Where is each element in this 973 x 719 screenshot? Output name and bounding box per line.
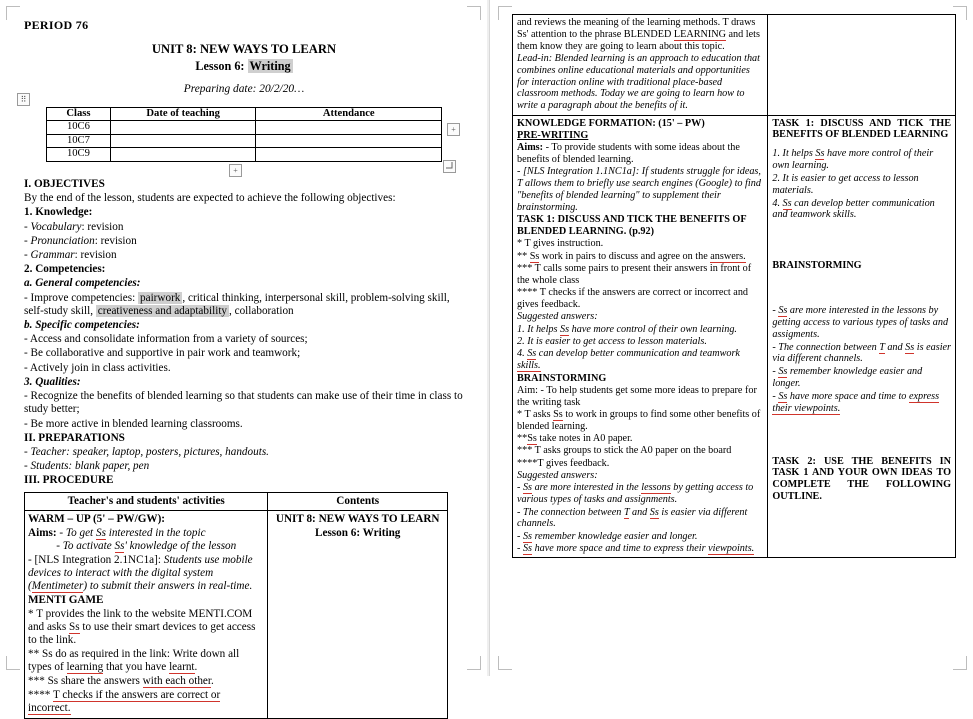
- table-row: [47, 121, 442, 135]
- header-class: Class: [47, 107, 111, 121]
- crop-mark-bottom-right: [467, 656, 481, 670]
- menti-step: **** T checks if the answers are correct or incorrect.: [28, 688, 221, 714]
- contents-cell-right: [768, 115, 956, 558]
- nls-integration-note-right: - [NLS Integration 1.1NC1a]: If students struggle for ideas, T allows them to briefly use search engines (Google) to find "benefits of blended learning" to supplement their brainstorming.: [517, 166, 761, 213]
- procedure-continued-row: [513, 15, 956, 116]
- contents-lesson-title: Lesson 6: Writing: [315, 527, 401, 540]
- resize-table-handle[interactable]: [443, 160, 456, 173]
- preparations-item: - Students: blank paper, pen: [24, 460, 150, 473]
- box-brainstorming-heading: BRAINSTORMING: [772, 260, 862, 272]
- right-page-content: [512, 14, 956, 558]
- brainstorm-answer: - Ss have more space and time to express their viewpoints.: [517, 543, 755, 555]
- period-label: PERIOD 76: [24, 18, 89, 32]
- crop-mark-top-right: [467, 6, 481, 20]
- crop-mark-bottom-right: [953, 656, 967, 670]
- specific-competencies-item: - Access and consolidate information from a variety of sources;: [24, 333, 308, 346]
- box-task1-item: 4. Ss can develop better communication and teamwork skills.: [772, 197, 935, 221]
- box-brainstorm-item: - Ss remember knowledge easier and longer.: [772, 366, 923, 390]
- crop-mark-top-left: [6, 6, 20, 20]
- add-column-button[interactable]: +: [229, 164, 242, 177]
- procedure-table: [24, 492, 448, 719]
- cell-date: [110, 121, 256, 135]
- cell-class: 10C6: [47, 121, 111, 135]
- task1-step: ** Ss work in pairs to discuss and agree on the answers.: [517, 250, 746, 262]
- resize-corner-icon: [445, 161, 454, 170]
- brainstorming-step: *** T asks groups to stick the A0 paper on the board: [517, 445, 732, 457]
- knowledge-formation-row: [513, 115, 956, 558]
- lesson-title: [24, 59, 464, 73]
- nls-integration-note: - [NLS Integration 2.1NC1a]: Students use mobile devices to interact with the digital system (Mentimeter) to submit their answers in real-time.: [28, 554, 253, 593]
- crop-mark-top-left: [498, 6, 512, 20]
- brainstorm-answer: - Ss remember knowledge easier and longer.: [517, 530, 698, 542]
- warmup-aims-2: - To activate Ss' knowledge of the lesson: [56, 540, 237, 553]
- general-competencies-heading: a. General competencies:: [24, 277, 141, 290]
- cell-class: 10C7: [47, 134, 111, 148]
- cell-class: 10C9: [47, 148, 111, 162]
- menti-step: * T provides the link to the website MENTI.COM and asks Ss to use their smart devices to get access to the link.: [28, 607, 256, 647]
- warmup-title: WARM – UP (5' – PW/GW):: [28, 512, 166, 525]
- box-task2-heading: TASK 2: USE THE BENEFITS IN TASK 1 AND YOUR OWN IDEAS TO COMPLETE THE FOLLOWING OUTLINE.: [772, 455, 951, 503]
- lesson-label: Lesson 6:: [195, 59, 248, 74]
- procedure-table-continued: [512, 14, 956, 558]
- task1-step: **** T checks if the answers are correct or incorrect and gives feedback.: [517, 287, 749, 311]
- header-date-of-teaching: Date of teaching: [110, 107, 256, 121]
- procedure-activities-cell: [25, 510, 268, 718]
- unit-title: UNIT 8: NEW WAYS TO LEARN: [151, 42, 337, 57]
- table-row: [47, 148, 442, 162]
- task1-step: * T gives instruction.: [517, 238, 604, 250]
- box-brainstorm-item: - Ss have more space and time to express their viewpoints.: [772, 390, 940, 414]
- brainstorming-step: ****T gives feedback.: [517, 457, 610, 469]
- cell-attendance: [256, 121, 442, 135]
- brainstorm-answer: - Ss are more interested in the lessons by getting access to various types of tasks and assignments.: [517, 482, 754, 506]
- continued-paragraph: and reviews the meaning of the learning methods. T draws Ss' attention to the phrase BLENDED LEARNING and lets them know they are going to learn about this topic.: [517, 17, 760, 52]
- cell-attendance: [256, 134, 442, 148]
- brainstorming-step: **Ss take notes in A0 paper.: [517, 433, 633, 445]
- drag-handle-icon[interactable]: ⠿: [17, 93, 30, 106]
- qualities-heading: 3. Qualities:: [24, 375, 81, 388]
- preparations-heading: II. PREPARATIONS: [24, 431, 125, 444]
- task1-answer: 1. It helps Ss have more control of their own learning.: [517, 323, 737, 335]
- procedure-contents-cell: [268, 510, 448, 718]
- pre-writing-heading: PRE-WRITING: [517, 129, 589, 141]
- specific-competencies-item: - Be collaborative and supportive in pair work and teamwork;: [24, 347, 301, 360]
- box-brainstorm-item: - Ss are more interested in the lessons by getting access to various types of tasks and assigments.: [772, 305, 949, 340]
- task1-answer: 2. It is easier to get access to lesson materials.: [517, 336, 707, 348]
- activities-cell-top: [513, 15, 768, 116]
- knowledge-formation-heading: KNOWLEDGE FORMATION: (15' – PW): [517, 117, 705, 129]
- brainstorm-answer: - The connection between T and Ss is easier via different channels.: [517, 506, 748, 530]
- contents-unit-title: UNIT 8: NEW WAYS TO LEARN: [275, 512, 440, 525]
- menti-game-title: MENTI GAME: [28, 594, 104, 607]
- knowledge-item: - Vocabulary: revision: [24, 220, 124, 233]
- objectives-intro: By the end of the lesson, students are expected to achieve the following objectives:: [24, 192, 396, 205]
- preparing-date: Preparing date: 20/2/20…: [183, 83, 305, 96]
- task1-heading: [517, 214, 763, 238]
- table-row: [47, 134, 442, 148]
- qualities-item: - Recognize the benefits of blended learning so that students can make use of their time in class to study better;: [24, 390, 463, 416]
- header-attendance: Attendance: [256, 107, 442, 121]
- specific-competencies-heading: b. Specific competencies:: [24, 319, 140, 332]
- add-row-button[interactable]: +: [447, 123, 460, 136]
- cell-date: [110, 148, 256, 162]
- box-brainstorm-item: - The connection between T and Ss is easier via different channels.: [772, 341, 952, 365]
- brainstorming-aim: Aim: - To help students get some more ideas to prepare for the writing task: [517, 384, 757, 408]
- competencies-heading: 2. Competencies:: [24, 263, 106, 276]
- document-page-right: [489, 0, 973, 676]
- procedure-header-row: [25, 492, 448, 510]
- box-task1-heading: TASK 1: DISCUSS AND TICK THE BENEFITS OF BLENDED LEARNING: [772, 117, 951, 141]
- crop-mark-bottom-left: [498, 656, 512, 670]
- preparations-item: - Teacher: speaker, laptop, posters, pictures, handouts.: [24, 446, 269, 459]
- qualities-item: - Be more active in blended learning classrooms.: [24, 417, 243, 430]
- lesson-writing-highlight: Writing: [249, 59, 291, 74]
- suggested-answers-label: Suggested answers:: [517, 311, 598, 323]
- menti-step: *** Ss share the answers with each other.: [28, 675, 214, 688]
- objectives-heading: I. OBJECTIVES: [24, 177, 105, 190]
- task1-step: *** T calls some pairs to present their answers in front of the whole class: [517, 263, 752, 286]
- cell-attendance: [256, 148, 442, 162]
- box-task1-item: 2. It is easier to get access to lesson materials.: [772, 172, 919, 196]
- box-task1-item: 1. It helps Ss have more control of their own learning.: [772, 148, 934, 172]
- procedure-heading: III. PROCEDURE: [24, 474, 114, 487]
- task1-answer: 4. Ss can develop better communication and teamwork skills.: [517, 348, 740, 372]
- document-page-left: [0, 0, 487, 714]
- procedure-header-activities: Teacher's and students' activities: [25, 492, 268, 510]
- brainstorming-step: * T asks Ss to work in groups to find some other benefits of blended learning.: [517, 409, 761, 432]
- lead-in-note: Lead-in: Blended learning is an approach to education that combines online educational materials and opportunities for interaction online with traditional place-based classroom methods. Today we are going to learn how to write a paragraph about the benefits of it.: [517, 52, 760, 112]
- knowledge-item: - Pronunciation: revision: [24, 234, 137, 247]
- task1-page-ref: (p.92): [626, 226, 654, 238]
- procedure-body-row: [25, 510, 448, 718]
- left-page-content: [24, 18, 464, 719]
- general-competencies-item: - Improve competencies: pairwork , critical thinking, interpersonal skill, problem-solving skill, self-study skill, creativeness and adaptability , collaboration: [24, 291, 450, 317]
- warmup-aims: Aims: - To get Ss interested in the topic: [28, 526, 206, 539]
- brainstorming-heading: BRAINSTORMING: [517, 372, 607, 384]
- menti-step: ** Ss do as required in the link: Write down all types of learning that you have learnt.: [28, 648, 240, 674]
- prewriting-aims: Aims: - To provide students with some ideas about the benefits of blended learning.: [517, 142, 740, 166]
- table-header-row: [47, 107, 442, 121]
- specific-competencies-item: - Actively join in class activities.: [24, 361, 171, 374]
- knowledge-item: - Grammar: revision: [24, 248, 117, 261]
- class-schedule-table: [46, 107, 442, 162]
- knowledge-heading: 1. Knowledge:: [24, 206, 93, 219]
- task1-heading-text: TASK 1: DISCUSS AND TICK THE BENEFITS OF BLENDED LEARNING.: [517, 214, 747, 238]
- contents-cell-top: [768, 15, 956, 116]
- suggested-answers-label-2: Suggested answers:: [517, 470, 598, 482]
- procedure-header-contents: Contents: [268, 492, 448, 510]
- knowledge-formation-cell: [513, 115, 768, 558]
- crop-mark-bottom-left: [6, 656, 20, 670]
- cell-date: [110, 134, 256, 148]
